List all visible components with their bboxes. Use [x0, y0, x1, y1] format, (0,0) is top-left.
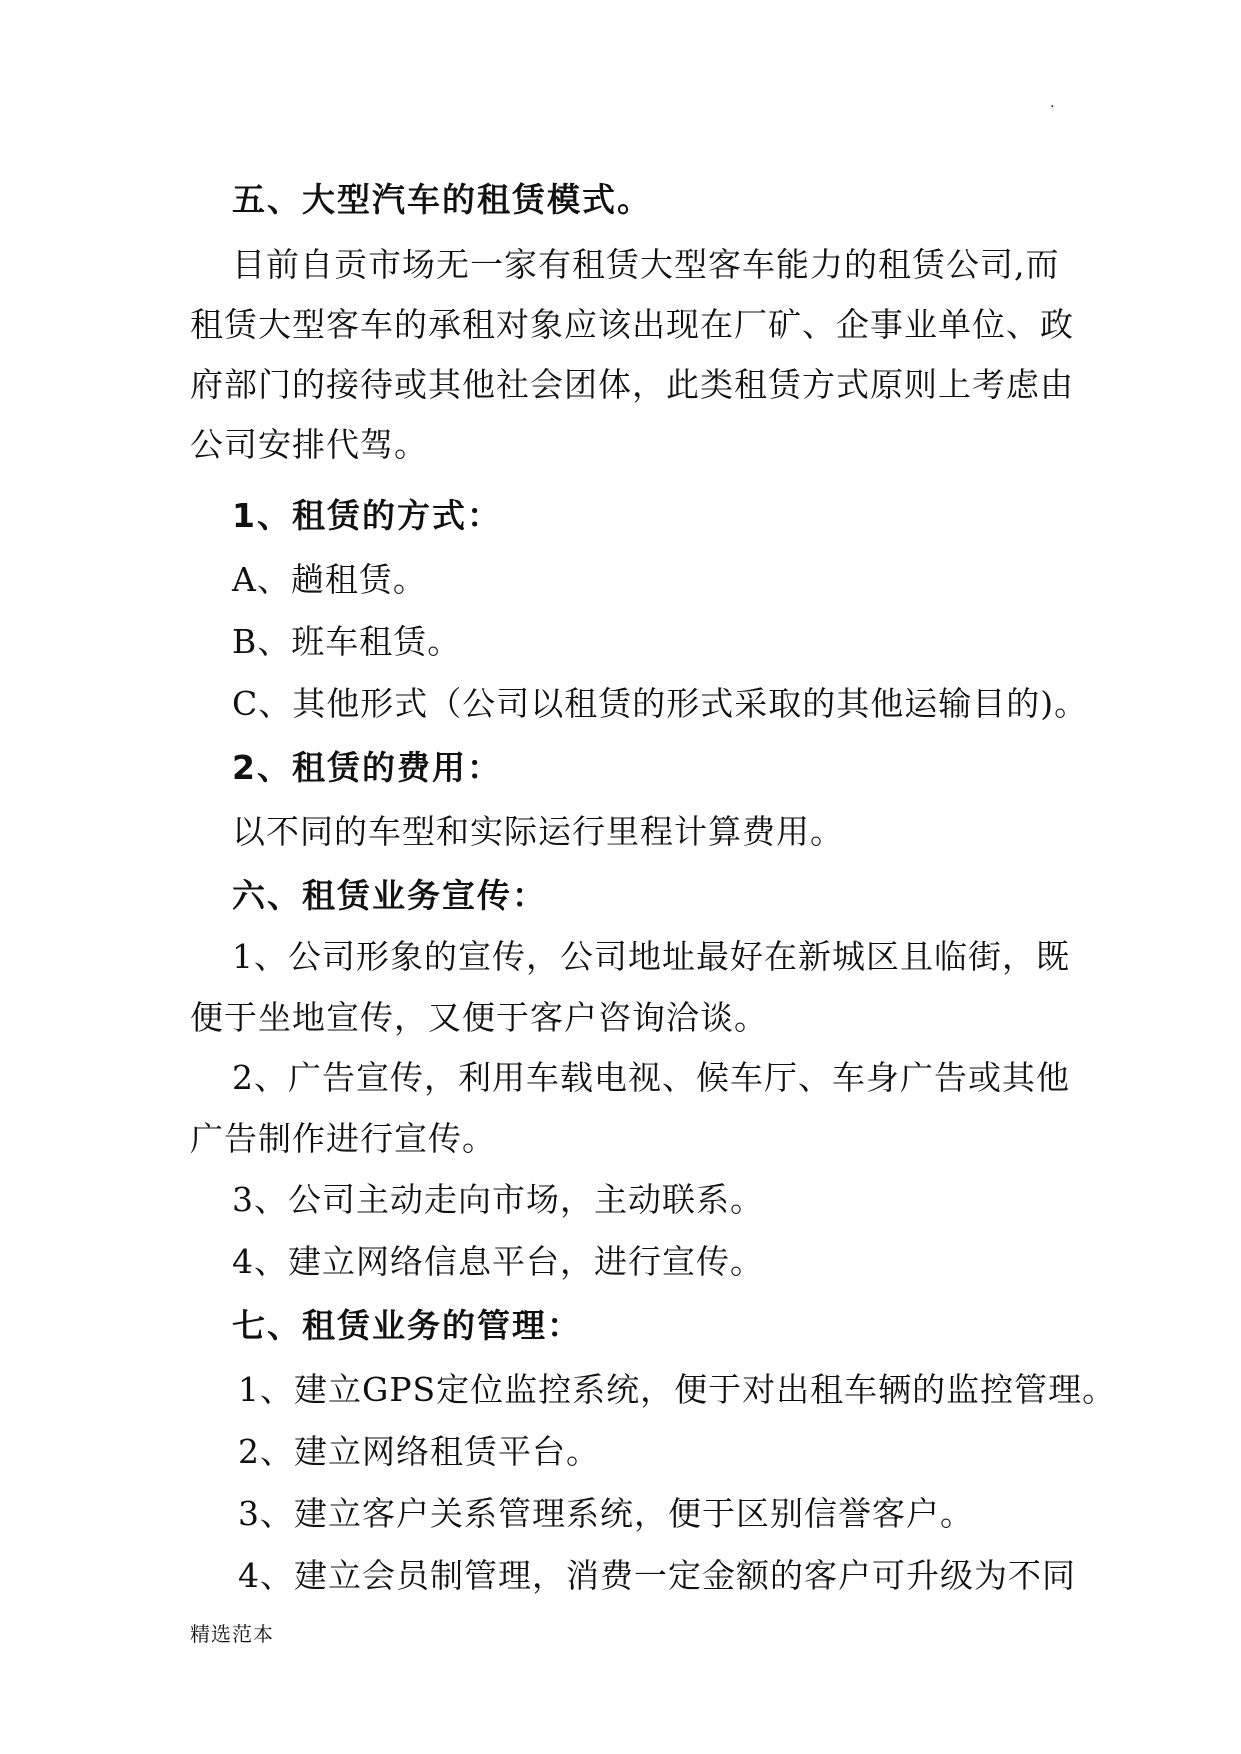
list-item: A、趟租赁。 — [232, 560, 427, 599]
paragraph-line: 租赁大型客车的承租对象应该出现在厂矿、企事业单位、政 — [190, 305, 1074, 344]
subsection-1-title: 1、租赁的方式： — [232, 496, 502, 535]
list-item: B、班车租赁。 — [232, 622, 462, 661]
list-item: 4、建立网络信息平台，进行宣传。 — [232, 1242, 764, 1281]
section-6-title: 六、租赁业务宣传： — [232, 876, 547, 915]
paragraph-line: 府部门的接待或其他社会团体，此类租赁方式原则上考虑由 — [190, 365, 1074, 404]
paragraph-line: 以不同的车型和实际运行里程计算费用。 — [232, 812, 844, 851]
subsection-2-title: 2、租赁的费用： — [232, 748, 502, 787]
paragraph-line: 广告制作进行宣传。 — [190, 1119, 496, 1158]
list-item: 1、建立GPS定位监控系统，便于对出租车辆的监控管理。 — [238, 1370, 1117, 1409]
section-5-title: 五、大型汽车的租赁模式。 — [232, 180, 652, 219]
paragraph-line: 公司安排代驾。 — [190, 425, 428, 464]
list-item: C、其他形式（公司以租赁的形式采取的其他运输目的)。 — [232, 684, 1089, 723]
paragraph-line: 便于坐地宣传，又便于客户咨询洽谈。 — [190, 998, 768, 1037]
paragraph-line: 2、广告宣传，利用车载电视、候车厅、车身广告或其他 — [232, 1058, 1070, 1097]
footer-label: 精选范本 — [190, 1622, 274, 1646]
paragraph-line: 1、公司形象的宣传，公司地址最好在新城区且临街，既 — [232, 937, 1070, 976]
list-item: 4、建立会员制管理，消费一定金额的客户可升级为不同 — [238, 1556, 1076, 1595]
section-7-title: 七、租赁业务的管理： — [232, 1306, 582, 1345]
paragraph-line: 目前自贡市场无一家有租赁大型客车能力的租赁公司,而 — [232, 245, 1060, 284]
list-item: 3、建立客户关系管理系统，便于区别信誉客户。 — [238, 1494, 974, 1533]
list-item: 3、公司主动走向市场，主动联系。 — [232, 1180, 764, 1219]
header-marker: . — [1050, 95, 1055, 111]
list-item: 2、建立网络租赁平台。 — [238, 1432, 600, 1471]
